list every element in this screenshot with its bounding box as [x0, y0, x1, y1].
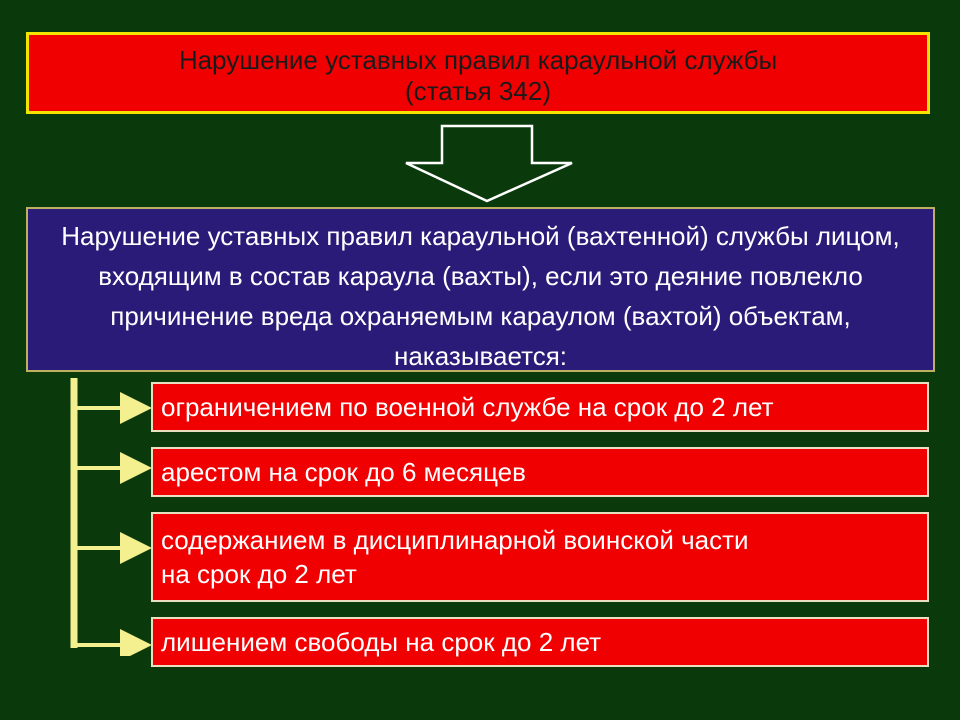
- title-box: [26, 32, 930, 114]
- description-box: [26, 207, 935, 372]
- penalty-text-1: ограничением по военной службе на срок до 2 лет: [161, 392, 774, 422]
- description-text: Нарушение уставных правил караульной (вахтенной) службы лицом, входящим в состав караула (вахты), если это деяние повлекло причинение вреда охраняемым караулом (вахтой) объектам, наказывается:: [61, 221, 900, 371]
- penalty-text-4: лишением свободы на срок до 2 лет: [161, 627, 602, 657]
- bracket-connector: [60, 376, 160, 656]
- penalty-item-4: [151, 617, 929, 667]
- penalty-text-3: содержанием в дисциплинарной воинской части на срок до 2 лет: [161, 525, 749, 589]
- penalty-item-2: [151, 447, 929, 497]
- title-line-2: (статья 342): [405, 76, 551, 106]
- down-arrow-icon: [400, 123, 578, 205]
- title-line-1: Нарушение уставных правил караульной службы: [178, 45, 778, 75]
- penalty-item-3: [151, 512, 929, 602]
- penalty-item-1: [151, 382, 929, 432]
- penalty-text-2: арестом на срок до 6 месяцев: [161, 457, 526, 487]
